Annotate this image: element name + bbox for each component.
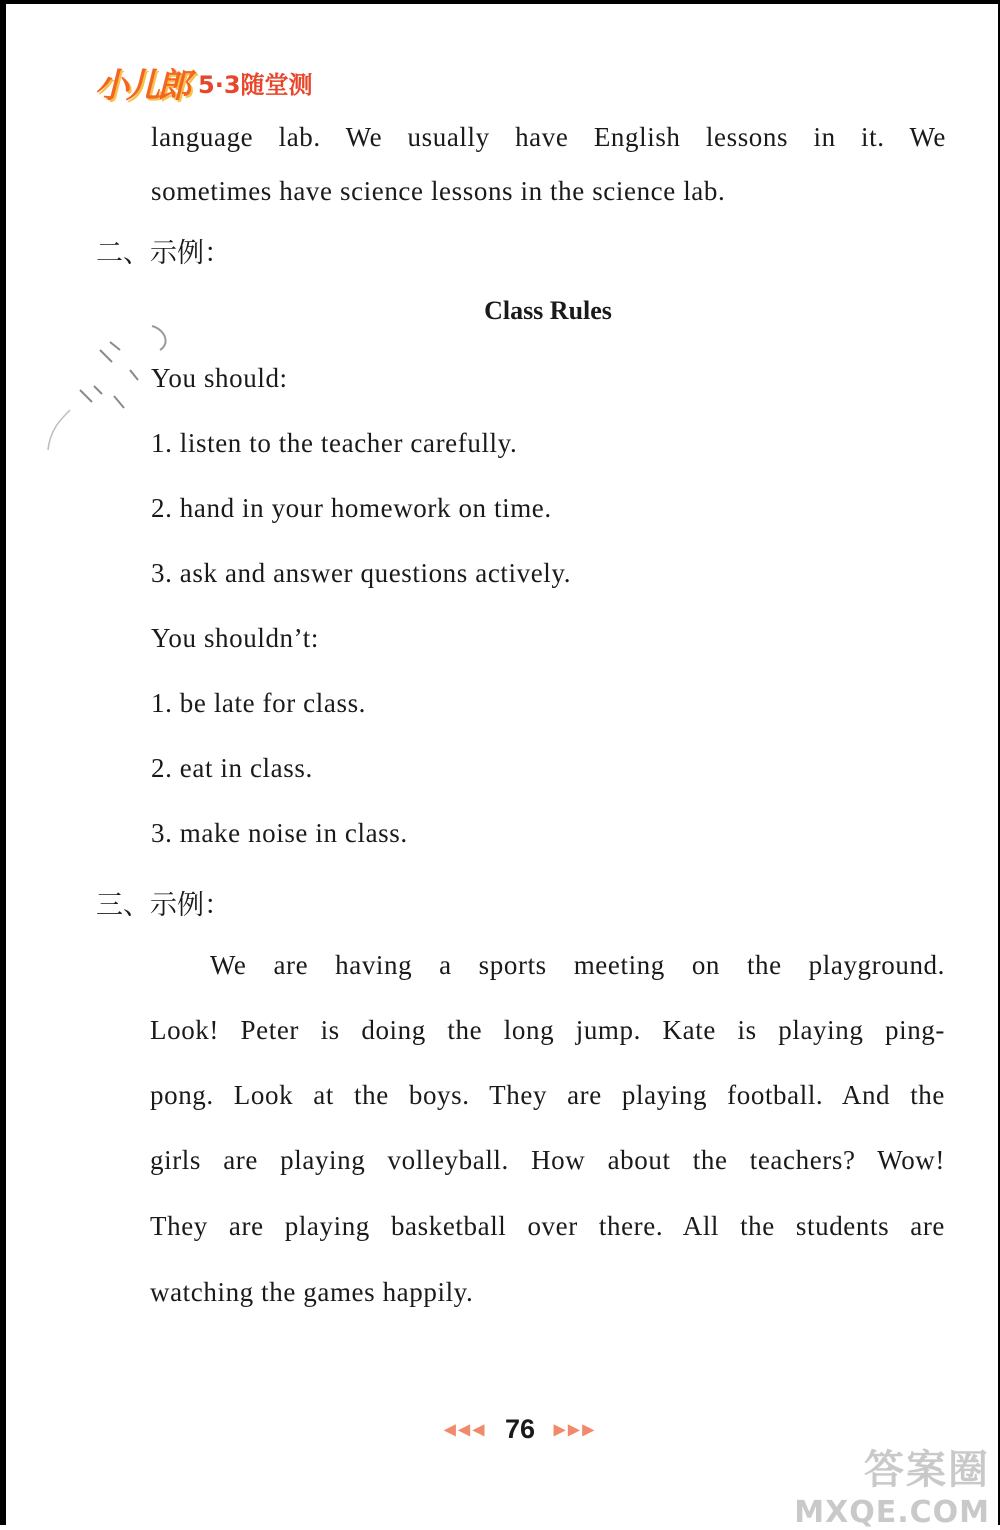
section3-line-6: watching the games happily. <box>150 1277 474 1307</box>
shouldnt-label: You shouldn’t: <box>151 623 319 653</box>
section1-line-2: sometimes have science lessons in the science lab. <box>151 176 726 206</box>
page-number: 76 <box>504 1414 536 1444</box>
watermark <box>794 1438 990 1530</box>
should-label: You should: <box>151 363 288 393</box>
section3-line-1: We are having a sports meeting on the playground. <box>210 950 945 980</box>
section3-line-4: girls are playing volleyball. How about the teachers? Wow! <box>150 1145 945 1175</box>
brand-logo <box>95 58 313 107</box>
brand-sub-text: 5·3随堂测 <box>198 71 313 99</box>
section3-line-3: pong. Look at the boys. They are playing football. And the <box>150 1080 945 1110</box>
should-item-1: 1. listen to the teacher carefully. <box>151 428 518 458</box>
should-item-2: 2. hand in your homework on time. <box>151 493 552 523</box>
shouldnt-item-2: 2. eat in class. <box>151 753 313 783</box>
section3-line-2: Look! Peter is doing the long jump. Kate is playing ping- <box>150 1015 945 1045</box>
class-rules-title: Class Rules <box>484 296 612 325</box>
watermark-sub-text: MXQE.COM <box>794 1495 990 1530</box>
section3-line-5: They are playing basketball over there. All the students are <box>150 1211 945 1241</box>
section1-line-1: language lab. We usually have English lessons in it. We <box>151 122 946 152</box>
brand-main-text: 小儿郎 <box>95 66 188 106</box>
right-arrows-icon: ▶▶▶ <box>553 1421 597 1439</box>
left-arrows-icon: ◀◀◀ <box>443 1421 487 1439</box>
page-edge-left <box>0 0 6 1525</box>
shouldnt-item-1: 1. be late for class. <box>151 688 367 718</box>
section2-heading: 二、示例： <box>96 238 231 269</box>
shouldnt-item-3: 3. make noise in class. <box>151 818 408 848</box>
watermark-main-text: 答案圈 <box>864 1447 990 1493</box>
should-item-3: 3. ask and answer questions actively. <box>151 558 572 588</box>
page-edge-top <box>0 0 1000 4</box>
section3-heading: 三、示例： <box>96 890 231 921</box>
